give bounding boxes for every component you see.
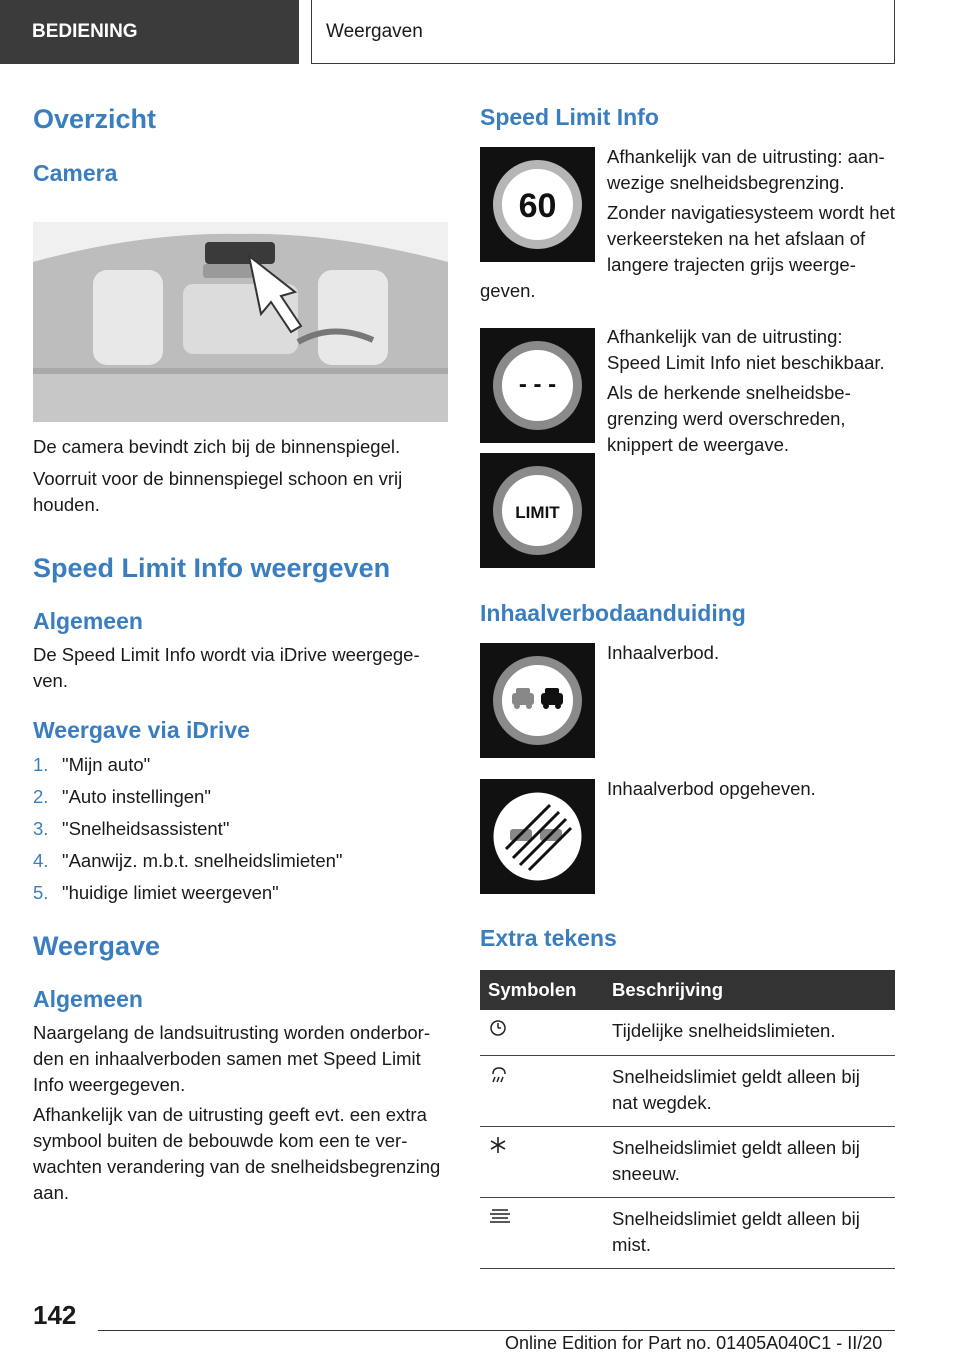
heading-weergave-via-idrive: Weergave via iDrive (33, 717, 250, 743)
edition-text: Online Edition for Part no. 01405A040C1 - II/20 (505, 1333, 883, 1353)
table-row (480, 1056, 895, 1127)
svg-text:60: 60 (518, 187, 557, 225)
sli-paragraph-1: Afhankelijk van de uitrusting: aanwezige snelheidsbegrenzing. (607, 146, 885, 193)
camera-paragraph-1: De camera bevindt zich bij de binnenspiegel. (33, 436, 401, 457)
rain-icon (488, 1064, 510, 1086)
table-header-beschrijving: Beschrijving (604, 970, 895, 1010)
svg-text:- - -: - - - (518, 371, 557, 398)
limit-exceeded-sign (480, 453, 595, 568)
heading-extra-tekens: Extra tekens (480, 925, 617, 951)
sli-paragraph-2-wrap (480, 200, 895, 304)
table-row (480, 1127, 895, 1198)
table-cell: Snelheidslimiet geldt alleen bij nat wegdek. (604, 1056, 895, 1127)
no-overtaking-sign (480, 643, 595, 758)
footer-divider (98, 1330, 895, 1331)
fog-icon (488, 1206, 512, 1226)
list-item: 4. "Aanwijz. m.b.t. snelheidslimieten" (33, 850, 343, 871)
inhaal-paragraph-1: Inhaalverbod. (607, 642, 720, 663)
snowflake-icon (488, 1135, 508, 1155)
heading-speed-limit-info: Speed Limit Info (480, 104, 659, 130)
heading-overzicht: Overzicht (33, 104, 157, 134)
algemeen-1-paragraph: De Speed Limit Info wordt via iDrive weergegeven. (33, 644, 420, 691)
heading-speed-limit-info-weergeven: Speed Limit Info weergeven (33, 553, 391, 583)
chapter-tab (311, 0, 895, 64)
camera-paragraph-2: Voorruit voor de binnenspiegel schoon en vrij houden. (33, 468, 403, 515)
sli-paragraph-3: Afhankelijk van de uitrusting: Speed Limit Info niet beschikbaar. (607, 326, 885, 373)
extra-symbols-table (480, 970, 895, 1269)
algemeen-2-paragraph-2: Afhankelijk van de uitrusting geeft evt. een extra symbool buiten de bebouwde kom een te verwachten verandering van de snelheidsbegrenzing aan. (33, 1104, 441, 1203)
section-title: BEDIENING (32, 21, 138, 42)
heading-algemeen-2: Algemeen (33, 986, 143, 1012)
camera-interior-image (33, 222, 448, 422)
list-item: 5. "huidige limiet weergeven" (33, 882, 279, 903)
heading-inhaalverbodaanduiding: Inhaalverbodaanduiding (480, 600, 746, 626)
section-tab (0, 0, 299, 64)
table-row (480, 1010, 895, 1056)
speed-limit-unavailable-sign (480, 328, 595, 443)
list-item: 3. "Snelheidsassistent" (33, 818, 230, 839)
heading-camera: Camera (33, 160, 118, 186)
table-header-symbolen: Symbolen (480, 970, 604, 1010)
heading-weergave: Weergave (33, 931, 161, 961)
sli-paragraph-2: Zonder navigatiesysteem wordt het verkeersteken na het afslaan of langere trajecten grijs weergegeven. (480, 202, 895, 301)
page-number: 142 (33, 1300, 77, 1330)
svg-text:LIMIT: LIMIT (515, 503, 560, 522)
chapter-title: Weergaven (326, 20, 423, 42)
table-row (480, 1198, 895, 1269)
algemeen-2-paragraph-1: Naargelang de landsuitrusting worden onderborden en inhaalverboden samen met Speed Limit Info weergegeven. (33, 1022, 430, 1095)
list-item: 2. "Auto instellingen" (33, 786, 211, 807)
inhaal-paragraph-2: Inhaalverbod opgeheven. (607, 778, 816, 799)
end-of-no-overtaking-sign (480, 779, 595, 894)
idrive-steps-list (33, 749, 342, 909)
sli-paragraph-4: Als de herkende snelheidsbegrenzing werd overschreden, knippert de weergave. (607, 382, 851, 455)
table-cell: Snelheidslimiet geldt alleen bij mist. (604, 1198, 895, 1269)
heading-algemeen-1: Algemeen (33, 608, 143, 634)
table-cell: Snelheidslimiet geldt alleen bij sneeuw. (604, 1127, 895, 1198)
clock-icon (488, 1018, 508, 1038)
list-item: 1. "Mijn auto" (33, 754, 151, 775)
table-cell: Tijdelijke snelheidslimieten. (604, 1010, 895, 1056)
table-header-row (480, 970, 895, 1010)
